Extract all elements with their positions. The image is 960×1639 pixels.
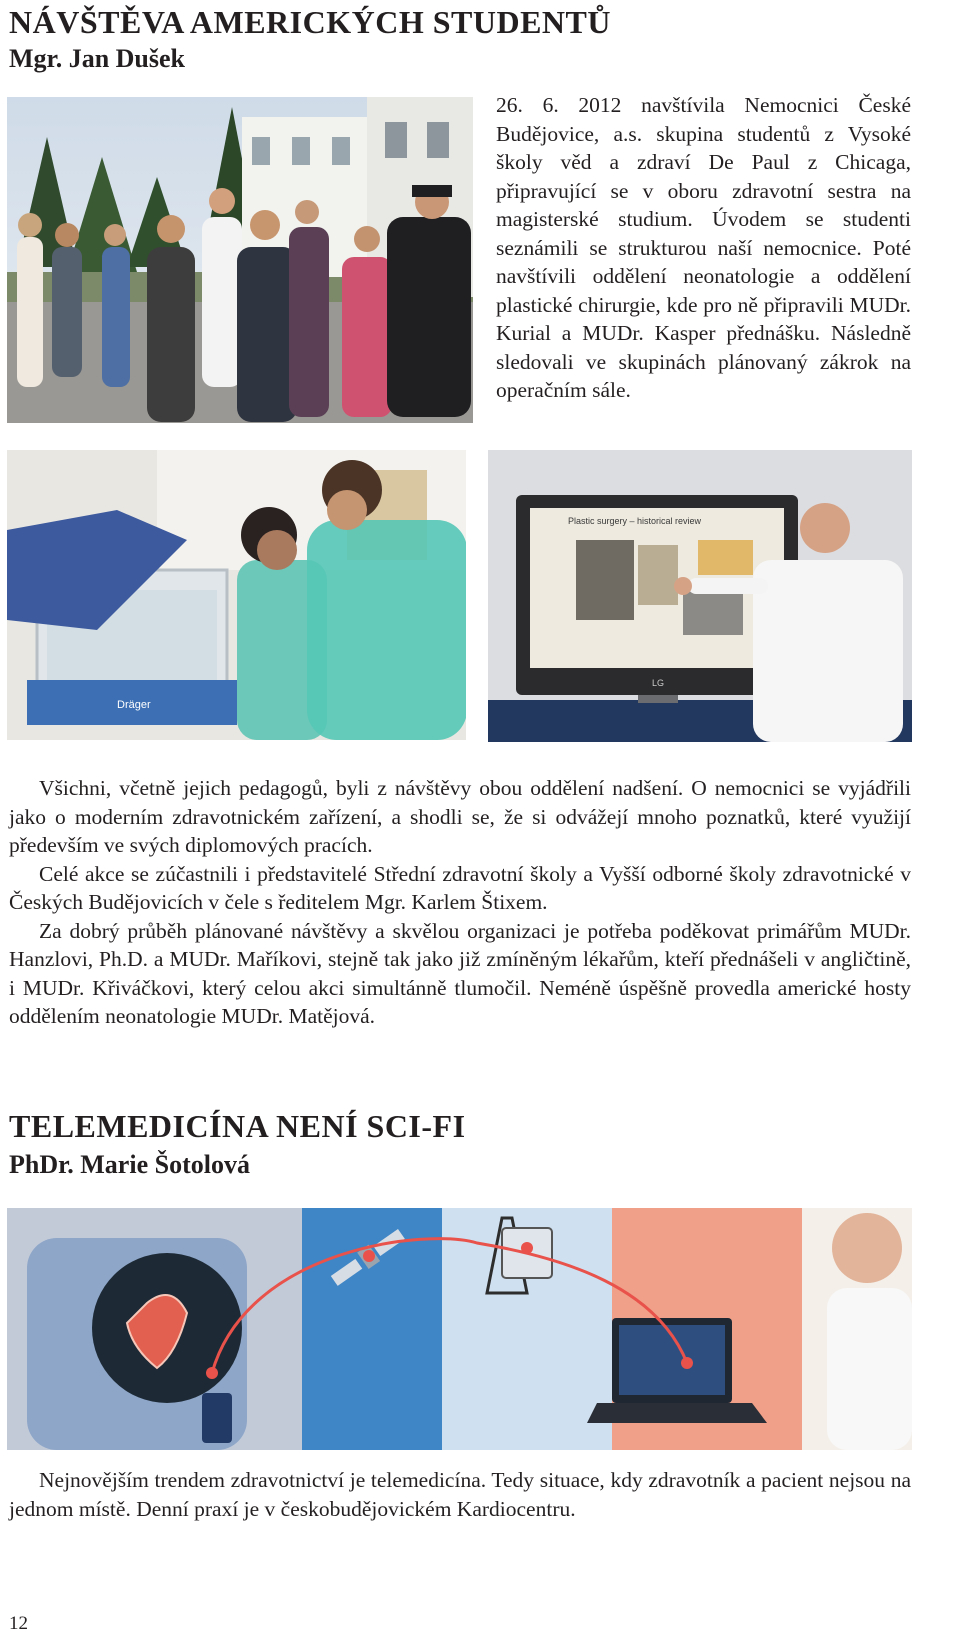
article-author-2: PhDr. Marie Šotolová (9, 1150, 250, 1179)
incubator-brand-label: Dräger (117, 699, 151, 711)
lecture-photo (488, 450, 912, 742)
body-paragraph: Všichni, včetně jejich pedagogů, byli z návštěvy obou oddělení nadšení. O nemocnici se vyjádřili jako o moderním zdravotnickém zařízení, a shodli se, že si odvážejí mnoho poznatků, které využijí především ve svých diplomových pracích. (9, 776, 911, 857)
article-body (9, 774, 911, 1031)
body-paragraph: Celé akce se zúčastnili i představitelé Střední zdravotní školy a Vyšší odborné školy zdravotnické v Českých Budějovicích v čele s ředitelem Mgr. Karlem Štixem. (9, 861, 911, 914)
incubator-photo (7, 450, 466, 740)
monitor-brand-label: LG (652, 678, 665, 688)
page-number: 12 (9, 1613, 28, 1634)
telemedicine-illustration (7, 1208, 912, 1450)
article-title: NÁVŠTĚVA AMERICKÝCH STUDENTŮ (9, 4, 611, 40)
article-2-body: Nejnovějším trendem zdravotnictví je telemedicína. Tedy situace, kdy zdravotník a pacient nejsou na jednom místě. Denní praxí je v českobudějovickém Kardiocentru. (9, 1468, 911, 1521)
body-paragraph: Za dobrý průběh plánované návštěvy a skvělou organizaci je potřeba poděkovat primářům MUDr. Hanzlovi, Ph.D. a MUDr. Maříkovi, stejně tak jako již zmíněným lékařům, kteří přednášeli v angličtině, i MUDr. Křiváčkovi, který celou akci simultánně tlumočil. Neméně úspěšně provedla americké hosty oddělením neonatologie MUDr. Matějová. (9, 918, 911, 1028)
students-walking-photo (7, 97, 473, 423)
article-title-2: TELEMEDICÍNA NENÍ SCI-FI (9, 1108, 466, 1144)
article-author: Mgr. Jan Dušek (9, 44, 186, 73)
article-intro-text: 26. 6. 2012 navštívila Nemocnici České Budějovice, a.s. skupina studentů z Vysoké školy věd a zdraví De Paul z Chicaga, připravující se v oboru zdravotní sestra na magisterské studium. Úvodem se studenti seznámili se strukturou naší nemocnice. Poté navštívili oddělení neonatologie a oddělení plastické chirurgie, kde pro ně připravili MUDr. Kurial a MUDr. Kasper přednášku. Následně sledovali ve skupinách plánovaný zákrok na operačním sále. (496, 93, 911, 402)
slide-title: Plastic surgery – historical review (568, 516, 702, 526)
